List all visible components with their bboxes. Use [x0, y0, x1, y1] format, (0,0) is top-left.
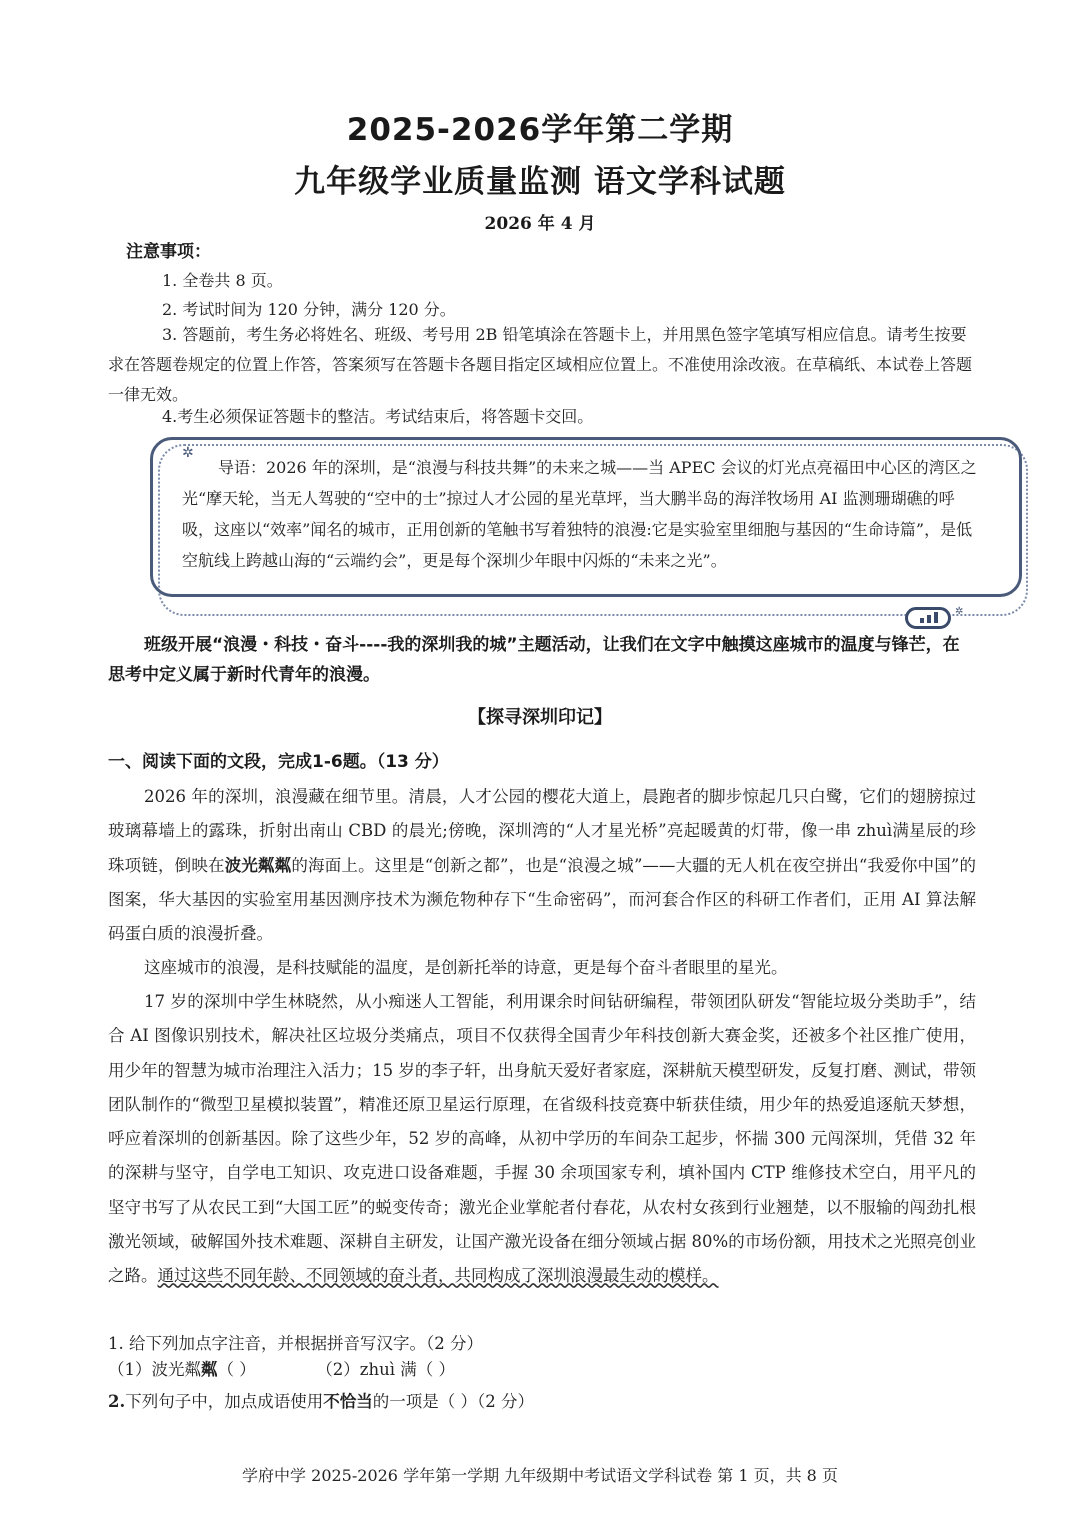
- wavy-underlined-sentence: 通过这些不同年龄、不同领域的奋斗者，共同构成了深圳浪漫最生动的模样。: [157, 1266, 719, 1286]
- question-1-subitems: [108, 1356, 455, 1380]
- exam-title-line1: 2025-2026学年第二学期: [346, 112, 734, 148]
- passage-paragraph-1: 2026 年的深圳，浪漫藏在细节里。清晨，人才公园的樱花大道上，晨跑者的脚步惊起几只白鹭，它们的翅膀掠过玻璃幕墙上的露珠，折射出南山 CBD 的晨光;傍晚，深圳湾的“人才星光桥”亮起暖黄的灯带，像一串 zhuì满星辰的珍珠项链，倒映在波光粼粼的海面上。这里是“创新之都”，也是“浪漫之城”——大疆的无人机在夜空拼出“我爱你中国”的图案，华大基因的实验室用基因测序技术为濒危物种存下“生命密码”，而河套合作区的科研工作者们，正用 AI 算法解码蛋白质的浪漫折叠。: [108, 787, 977, 944]
- exam-title-line2: 九年级学业质量监测 语文学科试题: [294, 164, 786, 200]
- q2-emphasis: 不恰当: [323, 1392, 373, 1411]
- q1-sub1-dotted-char: 粼: [201, 1360, 218, 1379]
- bold-phrase: 波光粼粼: [224, 855, 292, 875]
- guide-text: 导语：2026 年的深圳，是“浪漫与科技共舞”的未来之城——当 APEC 会议的灯光点亮福田中心区的湾区之光“摩天轮，当无人驾驶的“空中的士”掠过人才公园的星光草坪，当大鹏半岛的海洋牧场用 AI 监测珊瑚礁的呼吸，这座以“效率”闻名的城市，正用创新的笔触书写着独特的浪漫:它是实验室里细胞与基因的“生命诗篇”，是低空航线上跨越山海的“云端约会”，更是每个深圳少年眼中闪烁的“未来之光”。: [182, 458, 977, 570]
- notice-item-1: 1. 全卷共 8 页。: [162, 271, 283, 290]
- activity-intro: 班级开展“浪漫・科技・奋斗----我的深圳我的城”主题活动，让我们在文字中触摸这座城市的温度与锋芒，在思考中定义属于新时代青年的浪漫。: [108, 635, 960, 685]
- notice-heading: 注意事项：: [126, 242, 211, 262]
- chat-bubble-icon: [905, 607, 951, 629]
- section-title: 【探寻深圳印记】: [468, 707, 612, 728]
- passage-paragraph-2: 这座城市的浪漫，是科技赋能的温度，是创新托举的诗意，更是每个奋斗者眼里的星光。: [144, 958, 788, 977]
- exam-date: 2026 年 4 月: [484, 214, 596, 234]
- passage-paragraph-3: 17 岁的深圳中学生林晓然，从小痴迷人工智能，利用课余时间钻研编程，带领团队研发“智能垃圾分类助手”，结合 AI 图像识别技术，解决社区垃圾分类痛点，项目不仅获得全国青少年科技创新大赛金奖，还被多个社区推广使用，用少年的智慧为城市治理注入活力；15 岁的李子轩，出身航天爱好者家庭，深耕航天模型研发，反复打磨、测试，带领团队制作的“微型卫星模拟装置”，精准还原卫星运行原理，在省级科技竞赛中斩获佳绩，用少年的热爱追逐航天梦想，呼应着深圳的创新基因。除了这些少年，52 岁的高峰，从初中学历的车间杂工起步，怀揣 300 元闯深圳，凭借 32 年的深耕与坚守，自学电工知识、攻克进口设备难题，手握 30 余项国家专利，填补国内 CTP 维修技术空白，用平凡的坚守书写了从农民工到“大国工匠”的蜕变传奇；激光企业掌舵者付春花，从农村女孩到行业翘楚，以不服输的闯劲扎根激光领域，破解国外技术难题、深耕自主研发，让国产激光设备在细分领域占据 80%的市场份额，用技术之光照亮创业之路。通过这些不同年龄、不同领域的奋斗者，共同构成了深圳浪漫最生动的模样。: [108, 992, 976, 1286]
- notice-item-3: 3. 答题前，考生务必将姓名、班级、考号用 2B 铅笔填涂在答题卡上，并用黑色签字笔填写相应信息。请考生按要求在答题卷规定的位置上作答，答案须写在答题卡各题目指定区域相应位置上。不准使用涂改液。在草稿纸、本试卷上答题一律无效。: [108, 325, 973, 404]
- q1-sub2: （2）zhuì 满（ ）: [316, 1360, 455, 1379]
- notice-item-2: 2. 考试时间为 120 分钟，满分 120 分。: [162, 300, 456, 319]
- question-1: 1. 给下列加点字注音，并根据拼音写汉字。（2 分）: [108, 1334, 483, 1353]
- small-gear-icon: ✲: [955, 606, 964, 617]
- gear-icon: ✲: [182, 445, 194, 461]
- q1-sub1-label: （1）波光粼: [108, 1360, 201, 1379]
- page-footer: 学府中学 2025-2026 学年第一学期 九年级期中考试语文学科试卷 第 1 页，共 8 页: [242, 1466, 838, 1485]
- question-group-heading: 一、阅读下面的文段，完成1-6题。（13 分）: [108, 752, 449, 772]
- q1-sub1-blank: （ ）: [217, 1360, 256, 1379]
- notice-item-4: 4.考生必须保证答题卡的整洁。考试结束后，将答题卡交回。: [162, 407, 594, 426]
- question-2: 2.下列句子中，加点成语使用不恰当的一项是（ ）（2 分）: [108, 1392, 534, 1411]
